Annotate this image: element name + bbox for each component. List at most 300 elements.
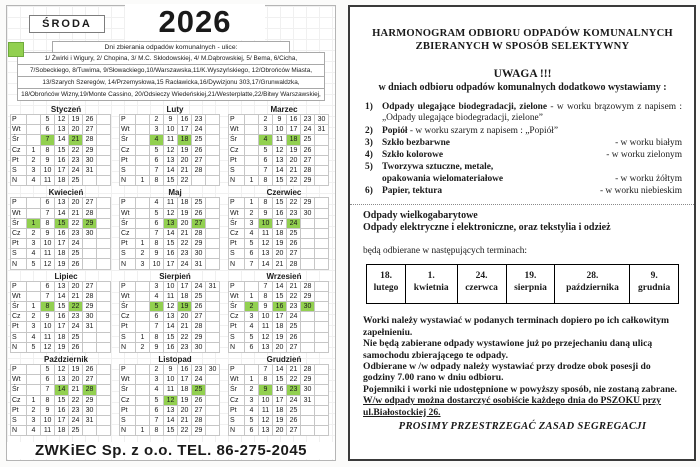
day-cell xyxy=(206,115,220,125)
day-cell: 17 xyxy=(287,125,301,135)
day-cell: 25 xyxy=(192,198,206,208)
day-cell xyxy=(97,239,111,249)
weekday-cell: Wt xyxy=(120,291,136,301)
day-cell: 20 xyxy=(178,155,192,165)
day-cell: 25 xyxy=(301,135,315,145)
weekday-cell: Wt xyxy=(120,375,136,385)
day-cell: 21 xyxy=(273,259,287,269)
day-cell: 19 xyxy=(273,332,287,342)
day-cell: 22 xyxy=(178,426,192,436)
day-cell: 16 xyxy=(178,115,192,125)
day-cell: 31 xyxy=(315,125,329,135)
bulky-date-cell: 28. października xyxy=(555,265,630,304)
day-cell xyxy=(97,155,111,165)
weekday-cell: Cz xyxy=(11,395,27,405)
day-cell: 8 xyxy=(259,291,273,301)
day-cell: 27 xyxy=(83,375,97,385)
rule-text: Papier, tektura xyxy=(382,186,443,197)
rule-number: 3) xyxy=(365,137,373,148)
day-cell: 10 xyxy=(150,259,164,269)
day-cell: 17 xyxy=(178,281,192,291)
day-cell: 18 xyxy=(273,322,287,332)
day-cell: 3 xyxy=(27,415,41,425)
day-cell: 18 xyxy=(55,426,69,436)
weekday-cell: S xyxy=(120,249,136,259)
weekday-cell: Śr xyxy=(229,385,245,395)
day-cell: 20 xyxy=(273,249,287,259)
day-cell xyxy=(315,364,329,374)
month-title: Październik xyxy=(43,354,88,364)
day-cell xyxy=(315,405,329,415)
day-cell xyxy=(315,218,329,228)
weekday-cell: S xyxy=(229,415,245,425)
waste-rules-list xyxy=(363,102,682,197)
schedule-page xyxy=(348,5,696,461)
day-cell: 29 xyxy=(301,176,315,186)
day-cell: 9 xyxy=(150,249,164,259)
street-list-line: 1/ Żwirki i Wigury, 2/ Chopina, 3/ M.C. Skłodowskiej, 4/ M.Dąbrowskiej, 5/ Bema, 6/Cicha, xyxy=(17,52,324,65)
weekday-cell: Śr xyxy=(11,302,27,312)
day-cell: 2 xyxy=(245,385,259,395)
day-cell: 12 xyxy=(164,302,178,312)
day-cell xyxy=(206,312,220,322)
streets-caption: Dni zbierania odpadów komunalnych - ulice: xyxy=(52,41,290,53)
day-cell xyxy=(301,342,315,352)
day-cell xyxy=(97,364,111,374)
day-cell xyxy=(301,322,315,332)
bulky-waste-heading: Odpady wielkogabarytowe xyxy=(363,210,478,222)
rule-number: 2) xyxy=(365,125,373,136)
day-cell: 21 xyxy=(287,281,301,291)
day-cell: 22 xyxy=(69,218,83,228)
day-cell xyxy=(97,198,111,208)
weekday-cell: N xyxy=(120,342,136,352)
day-cell: 22 xyxy=(69,302,83,312)
day-cell: 2 xyxy=(136,249,150,259)
day-cell xyxy=(206,302,220,312)
weekday-cell: Pt xyxy=(120,155,136,165)
day-cell: 27 xyxy=(83,281,97,291)
day-cell: 31 xyxy=(83,165,97,175)
day-cell: 3 xyxy=(245,395,259,405)
street-list-line: 18/Obrońców Wizny,19/Monte Cassino, 20/Odsieczy Wiedeńskiej,21/Westerplatte,22/Bitwy Warszawskiej, xyxy=(17,88,324,101)
day-cell xyxy=(206,415,220,425)
day-cell: 7 xyxy=(41,208,55,218)
weekday-cell: N xyxy=(229,259,245,269)
weekday-cell: Cz xyxy=(120,395,136,405)
weekday-cell: Śr xyxy=(11,218,27,228)
day-cell: 30 xyxy=(301,302,315,312)
day-cell: 2 xyxy=(150,364,164,374)
day-cell: 28 xyxy=(192,415,206,425)
info-paragraph: Pojemniki i worki nie udostępnione w powyższy sposób, nie zostaną zabrane. xyxy=(363,383,677,395)
day-cell: 25 xyxy=(192,135,206,145)
weekday-cell: S xyxy=(11,332,27,342)
day-cell: 28 xyxy=(192,322,206,332)
day-cell: 24 xyxy=(178,259,192,269)
day-cell: 19 xyxy=(273,415,287,425)
day-cell: 11 xyxy=(164,198,178,208)
day-cell: 14 xyxy=(164,165,178,175)
day-cell: 13 xyxy=(55,198,69,208)
day-cell: 26 xyxy=(192,208,206,218)
day-cell: 21 xyxy=(69,291,83,301)
day-cell xyxy=(206,342,220,352)
day-cell: 23 xyxy=(287,208,301,218)
month-calendar xyxy=(10,105,114,186)
weekday-cell: S xyxy=(120,415,136,425)
day-cell xyxy=(245,165,259,175)
day-cell: 17 xyxy=(55,239,69,249)
day-cell: 23 xyxy=(178,249,192,259)
day-cell: 25 xyxy=(287,405,301,415)
day-cell xyxy=(97,176,111,186)
day-cell: 27 xyxy=(192,405,206,415)
day-cell: 11 xyxy=(273,135,287,145)
day-cell: 15 xyxy=(273,198,287,208)
day-cell xyxy=(192,176,206,186)
day-cell: 16 xyxy=(55,228,69,238)
day-cell: 4 xyxy=(245,322,259,332)
day-cell xyxy=(27,385,41,395)
day-cell: 28 xyxy=(301,165,315,175)
weekday-cell: Śr xyxy=(120,135,136,145)
day-cell xyxy=(136,208,150,218)
weekday-cell: Śr xyxy=(11,385,27,395)
weekday-cell: Śr xyxy=(229,218,245,228)
day-cell xyxy=(83,426,97,436)
day-cell xyxy=(97,228,111,238)
attention-subheading: w dniach odbioru odpadów komunalnych dodatkowo wystawiamy : xyxy=(378,82,667,93)
day-cell xyxy=(206,135,220,145)
day-cell: 27 xyxy=(287,249,301,259)
day-cell: 27 xyxy=(83,125,97,135)
day-cell: 17 xyxy=(273,218,287,228)
day-cell: 27 xyxy=(287,342,301,352)
info-paragraph: Worki należy wystawiać w podanych terminach dopiero po ich całkowitym zapełnieniu. xyxy=(363,315,670,338)
day-cell: 17 xyxy=(273,395,287,405)
day-cell: 19 xyxy=(273,239,287,249)
day-cell xyxy=(206,291,220,301)
day-cell: 19 xyxy=(178,302,192,312)
weekday-cell: S xyxy=(120,165,136,175)
day-cell: 15 xyxy=(273,291,287,301)
day-cell xyxy=(97,426,111,436)
day-cell: 15 xyxy=(55,218,69,228)
day-cell: 2 xyxy=(245,208,259,218)
day-cell: 21 xyxy=(178,415,192,425)
day-cell: 4 xyxy=(259,135,273,145)
day-cell: 1 xyxy=(136,332,150,342)
waste-rule-item xyxy=(363,102,682,125)
month-title: Wrzesień xyxy=(266,271,302,281)
day-cell: 29 xyxy=(301,198,315,208)
day-cell xyxy=(206,249,220,259)
weekday-cell: P xyxy=(11,281,27,291)
day-cell xyxy=(301,249,315,259)
day-cell: 4 xyxy=(245,405,259,415)
day-cell xyxy=(97,375,111,385)
month-table xyxy=(119,281,220,353)
bulky-date-cell: 18. lutego xyxy=(367,265,406,304)
day-cell xyxy=(83,239,97,249)
day-cell: 23 xyxy=(287,385,301,395)
day-cell: 5 xyxy=(245,332,259,342)
day-cell: 25 xyxy=(287,228,301,238)
day-cell: 2 xyxy=(27,405,41,415)
month-title: Listopad xyxy=(158,354,192,364)
rule-number: 1) xyxy=(365,102,373,112)
day-cell: 3 xyxy=(245,312,259,322)
weekday-cell: Wt xyxy=(11,208,27,218)
day-cell: 27 xyxy=(83,198,97,208)
day-cell: 1 xyxy=(27,302,41,312)
day-cell: 5 xyxy=(150,302,164,312)
day-cell: 26 xyxy=(192,145,206,155)
rule-number: 4) xyxy=(365,150,373,161)
month-title: Lipiec xyxy=(54,271,78,281)
day-cell xyxy=(97,145,111,155)
day-cell xyxy=(83,249,97,259)
day-cell: 8 xyxy=(41,395,55,405)
day-cell: 23 xyxy=(192,115,206,125)
day-cell: 28 xyxy=(83,208,97,218)
day-cell: 16 xyxy=(287,115,301,125)
day-cell: 24 xyxy=(69,322,83,332)
day-cell: 16 xyxy=(55,155,69,165)
day-cell: 28 xyxy=(83,291,97,301)
month-title: Styczeń xyxy=(50,105,82,114)
day-cell xyxy=(136,155,150,165)
weekday-cell: N xyxy=(229,342,245,352)
weekday-cell: N xyxy=(120,176,136,186)
day-cell: 1 xyxy=(245,375,259,385)
day-cell xyxy=(97,115,111,125)
day-cell: 19 xyxy=(69,364,83,374)
weekday-cell: P xyxy=(11,198,27,208)
day-cell xyxy=(315,165,329,175)
weekday-cell: Pt xyxy=(229,155,245,165)
day-cell: 4 xyxy=(27,426,41,436)
day-cell: 25 xyxy=(287,322,301,332)
month-calendar xyxy=(119,188,223,269)
day-cell: 21 xyxy=(287,165,301,175)
day-cell: 31 xyxy=(83,415,97,425)
day-cell xyxy=(136,302,150,312)
weekday-cell: N xyxy=(11,426,27,436)
day-cell: 28 xyxy=(192,165,206,175)
day-cell: 16 xyxy=(164,249,178,259)
bag-color-note: - w worku białym xyxy=(615,137,682,148)
day-cell: 9 xyxy=(259,302,273,312)
day-cell: 22 xyxy=(69,395,83,405)
day-cell: 18 xyxy=(273,228,287,238)
day-cell: 7 xyxy=(150,165,164,175)
day-cell: 12 xyxy=(259,332,273,342)
day-cell: 12 xyxy=(55,364,69,374)
day-cell: 2 xyxy=(150,115,164,125)
day-cell: 29 xyxy=(83,145,97,155)
day-cell: 11 xyxy=(41,332,55,342)
weekday-cell: P xyxy=(120,281,136,291)
day-cell: 26 xyxy=(69,342,83,352)
day-cell: 22 xyxy=(287,291,301,301)
street-list-line: 7/Sobeckiego, 8/Tuwima, 9/Słowackiego,10/Warszawska,11/K.Wyszyńskiego, 12/Obrońców Miasta, xyxy=(17,64,324,77)
day-cell: 6 xyxy=(150,155,164,165)
day-cell: 11 xyxy=(259,405,273,415)
day-cell: 3 xyxy=(136,259,150,269)
bulky-date-cell: 1. kwietnia xyxy=(405,265,457,304)
day-cell xyxy=(301,426,315,436)
day-cell: 2 xyxy=(27,155,41,165)
day-cell xyxy=(206,332,220,342)
waste-rule-item xyxy=(363,126,682,137)
month-title: Marzec xyxy=(270,105,298,114)
day-cell: 5 xyxy=(150,395,164,405)
day-cell: 5 xyxy=(150,145,164,155)
day-cell: 10 xyxy=(41,415,55,425)
day-cell: 24 xyxy=(69,239,83,249)
day-cell: 19 xyxy=(55,342,69,352)
day-cell xyxy=(315,302,329,312)
weekday-cell: P xyxy=(229,198,245,208)
day-cell: 5 xyxy=(150,208,164,218)
month-title: Kwiecień xyxy=(48,188,84,198)
weekday-cell: Pt xyxy=(229,322,245,332)
day-cell: 9 xyxy=(41,228,55,238)
day-cell: 13 xyxy=(259,249,273,259)
day-cell: 1 xyxy=(27,145,41,155)
month-table xyxy=(10,281,111,353)
day-cell: 10 xyxy=(259,218,273,228)
day-cell: 10 xyxy=(259,395,273,405)
day-cell xyxy=(315,291,329,301)
day-cell: 14 xyxy=(259,259,273,269)
info-paragraph: Odbierane w /w odpady należy wystawiać przy drodze obok posesji do godziny 7.00 rano w dniu odbioru. xyxy=(363,361,651,384)
day-cell: 7 xyxy=(41,291,55,301)
weekday-cell: Pt xyxy=(120,239,136,249)
day-cell xyxy=(206,198,220,208)
day-cell xyxy=(315,135,329,145)
day-cell: 3 xyxy=(259,125,273,135)
weekday-cell: Cz xyxy=(229,145,245,155)
day-cell xyxy=(97,405,111,415)
day-cell xyxy=(315,208,329,218)
day-cell: 28 xyxy=(301,364,315,374)
weekday-cell: S xyxy=(229,165,245,175)
weekday-cell: Śr xyxy=(120,302,136,312)
weekday-cell: Cz xyxy=(120,228,136,238)
weekday-cell: Cz xyxy=(229,312,245,322)
weekday-cell: Wt xyxy=(11,291,27,301)
day-cell: 3 xyxy=(27,322,41,332)
day-cell: 9 xyxy=(164,115,178,125)
day-cell: 18 xyxy=(178,385,192,395)
weekday-cell: Wt xyxy=(120,208,136,218)
day-cell: 28 xyxy=(301,281,315,291)
dates-intro: będą odbierane w następujących terminach: xyxy=(363,246,527,257)
day-cell: 10 xyxy=(164,281,178,291)
day-cell: 10 xyxy=(41,239,55,249)
day-cell: 22 xyxy=(178,239,192,249)
day-cell: 23 xyxy=(69,228,83,238)
weekday-cell: Pt xyxy=(120,405,136,415)
street-list-line: 13/Szarych Szeregów, 14/Przemysłowa,15 Racławicka,16/Dywizjonu 303,17/Grunwaldzka, xyxy=(17,76,324,89)
day-cell: 2 xyxy=(27,312,41,322)
day-cell: 4 xyxy=(150,291,164,301)
day-cell xyxy=(245,364,259,374)
weekday-cell: P xyxy=(11,364,27,374)
month-calendar xyxy=(119,272,223,353)
day-cell: 19 xyxy=(178,208,192,218)
day-cell xyxy=(315,239,329,249)
day-cell: 23 xyxy=(178,342,192,352)
day-cell: 1 xyxy=(136,176,150,186)
day-cell xyxy=(27,208,41,218)
day-cell xyxy=(245,281,259,291)
weekday-cell: Śr xyxy=(120,218,136,228)
day-cell: 13 xyxy=(273,155,287,165)
weekday-cell: Pt xyxy=(11,322,27,332)
day-cell: 6 xyxy=(41,125,55,135)
day-cell: 16 xyxy=(55,312,69,322)
day-cell xyxy=(301,228,315,238)
day-cell: 21 xyxy=(178,165,192,175)
day-cell: 23 xyxy=(287,302,301,312)
day-cell: 14 xyxy=(273,165,287,175)
day-cell: 5 xyxy=(245,415,259,425)
day-cell: 21 xyxy=(178,228,192,238)
weekday-cell: S xyxy=(11,415,27,425)
day-cell xyxy=(97,281,111,291)
weekday-cell: P xyxy=(229,115,245,125)
day-cell: 25 xyxy=(192,385,206,395)
day-cell: 29 xyxy=(83,395,97,405)
day-cell: 18 xyxy=(273,405,287,415)
rule-text: Szkło kolorowe xyxy=(382,150,444,161)
day-cell xyxy=(245,125,259,135)
month-title: Czerwiec xyxy=(266,188,302,198)
day-cell xyxy=(315,375,329,385)
day-cell: 15 xyxy=(273,176,287,186)
day-cell: 1 xyxy=(27,218,41,228)
day-cell xyxy=(97,218,111,228)
day-cell xyxy=(315,145,329,155)
weekday-cell: Wt xyxy=(229,375,245,385)
weekday-cell: Wt xyxy=(229,291,245,301)
day-cell: 8 xyxy=(259,198,273,208)
day-cell: 3 xyxy=(27,239,41,249)
day-cell: 20 xyxy=(69,281,83,291)
day-cell: 29 xyxy=(192,426,206,436)
day-cell: 15 xyxy=(55,145,69,155)
day-cell: 19 xyxy=(178,145,192,155)
day-cell xyxy=(301,259,315,269)
day-cell xyxy=(136,395,150,405)
day-cell xyxy=(206,176,220,186)
day-cell xyxy=(206,165,220,175)
day-cell xyxy=(136,405,150,415)
day-cell xyxy=(97,395,111,405)
day-cell: 15 xyxy=(164,332,178,342)
weekday-cell: Wt xyxy=(120,125,136,135)
day-cell: 26 xyxy=(301,145,315,155)
day-cell: 6 xyxy=(150,405,164,415)
month-table xyxy=(119,114,220,186)
day-cell: 13 xyxy=(259,342,273,352)
day-cell: 8 xyxy=(41,145,55,155)
day-cell xyxy=(315,385,329,395)
